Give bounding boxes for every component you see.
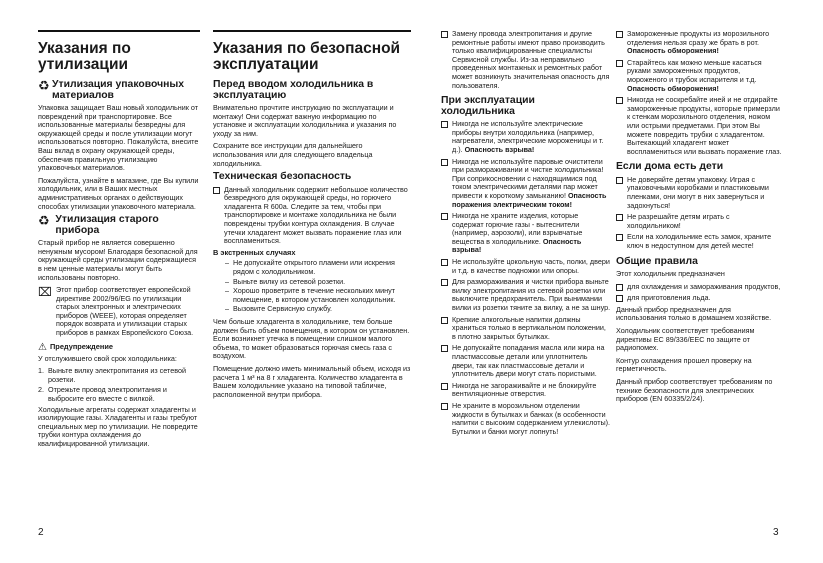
checkbox-square-icon	[213, 187, 220, 194]
column-general	[616, 30, 782, 408]
disposal-final: Холодильные агрегаты содержат хладагенты и изолирующие газы. Хладагенты и газы требуют специальных мер по утилизации. Не повредите трубки контура охлаждения до квалифицированной утилизации.	[38, 404, 198, 448]
recycle-icon: ♻	[38, 78, 50, 93]
checkbox-square-icon	[616, 97, 623, 104]
page-number-left: 2	[38, 527, 44, 538]
checkbox-square-icon	[441, 213, 448, 220]
column-operation	[441, 30, 611, 439]
step-item: 2. Отрежьте провод электропитания и выбросите его вместе с вилкой.	[38, 385, 167, 404]
checkbox-square-icon	[616, 234, 623, 241]
emergency-item: – Не допускайте открытого пламени или искрения рядом с холодильником.	[225, 258, 395, 276]
checklist-item: Не храните в морозильном отделении жидкости в бутылках и банках (в особенности напитки с высоким содержанием углекислоты). Бутылки и банки могут лопнуть!	[441, 402, 611, 436]
emergency-item: – Выньте вилку из сетевой розетки.	[225, 276, 346, 286]
use-heading: При эксплуатации холодильника	[441, 95, 535, 117]
checklist-item: Никогда не используйте паровые очистители при размораживании и чистке холодильника! При соприкосновении с находящимися под током электрическими деталями пар может привести к короткому замыканию! Опасность поражения электрическим током!	[441, 158, 611, 210]
before-paragraph-2: Сохраните все инструкции для дальнейшего использования или для следующего владельца холодильника.	[213, 141, 373, 168]
checkbox-square-icon	[616, 177, 623, 184]
checklist-item: Не используйте цокольную часть, полки, двери и т.д. в качестве подножки или опоры.	[441, 258, 611, 275]
old-heading: Утилизация старого прибора	[55, 214, 159, 236]
old-heading-row	[38, 215, 200, 236]
checklist-item: Никогда не соскребайте иней и не отдирайте замороженные продукты, которые примерзли к стенкам морозильного отделения, ножом или острыми предметами. При этом Вы можете повредить трубки с хладагентом. Вытекающий хладагент может воспламениться или вызвать поражение глаз.	[616, 96, 782, 156]
checklist-item: Данный холодильник содержит небольшое количество безвредного для окружающей среды, но горючего хладагента R 600a. Следите за тем, чтобы при транспортировке и монтаже холодильника не были повреждены трубки контура охлаждения. В случае утечки хладагент может вызвать поражение глаз или воспламениться.	[213, 186, 411, 246]
checkbox-square-icon	[441, 259, 448, 266]
checklist-item: для приготовления льда.	[616, 294, 782, 303]
checkbox-square-icon	[616, 214, 623, 221]
page-number-right: 3	[773, 527, 779, 538]
disposal-title: Указания по утилизации	[38, 40, 131, 73]
tech-heading: Техническая безопасность	[213, 171, 352, 183]
safety-title: Указания по безопасной эксплуатации	[213, 40, 401, 73]
before-heading: Перед вводом холодильника в эксплуатацию	[213, 79, 374, 101]
checklist-item: для охлаждения и замораживания продуктов,	[616, 283, 782, 292]
checklist-item: Замороженные продукты из морозильного отделения нельзя сразу же брать в рот. Опасность обморожения!	[616, 30, 782, 56]
general-paragraph-1: Данный прибор предназначен для использования только в домашнем хозяйстве.	[616, 304, 772, 323]
checklist-item: Старайтесь как можно меньше касаться руками замороженных продуктов, мороженого и трубок испарителя и т.д. Опасность обморожения!	[616, 59, 782, 93]
checkbox-square-icon	[441, 121, 448, 128]
pack-paragraph-2: Пожалуйста, узнайте в магазине, где Вы купили холодильник, или в Ваших местных административных органах о действующих способах утилизации упаковочного материала.	[38, 175, 199, 211]
warning-icon: ⚠	[38, 341, 47, 353]
emergency-item: – Вызовите Сервисную службу.	[225, 304, 332, 314]
general-paragraph-3: Контур охлаждения прошел проверку на герметичность.	[616, 355, 752, 374]
general-paragraph-2: Холодильник соответствует требованиям директивы ЕС 89/336/EEC по защите от радиопомех.	[616, 326, 755, 353]
general-heading: Общие правила	[616, 255, 698, 267]
checklist-item: Замену провода электропитания и другие ремонтные работы имеют право производить только квалифицированные специалисты Сервисной службы. Из-за неправильно проведенных монтажных и ремонтных работ может возникнуть значительная опасность для пользователя.	[441, 30, 611, 90]
warning-row	[38, 343, 200, 352]
checkbox-square-icon	[441, 383, 448, 390]
checkbox-square-icon	[616, 31, 623, 38]
checklist-item: Никогда не используйте электрические приборы внутри холодильника (например, нагреватели, электрические мороженицы и т. д.). Опасность взрыва!	[441, 120, 611, 154]
old-paragraph-1: Старый прибор не является совершенно ненужным мусором! Благодаря безопасной для окружающей среды утилизации содержащиеся в нем ценные материалы могут быть использованы повторно.	[38, 238, 198, 282]
section-rule	[38, 30, 200, 32]
warning-intro: У отслужившего свой срок холодильника:	[38, 353, 177, 363]
recycle-icon: ♻	[38, 213, 50, 229]
general-paragraph-4: Данный прибор соответствует требованиям по технике безопасности для электрических приборов (EN 60335/2/24).	[616, 377, 773, 404]
checklist-item: Не доверяйте детям упаковку. Играя с упаковочными коробками и пластиковыми пленками, они могут в них завернуться и задохнуться!	[616, 176, 782, 210]
before-paragraph-1: Внимательно прочтите инструкцию по эксплуатации и монтажу! Они содержат важную информацию по установке и эксплуатации холодильника и указания по уходу за ним.	[213, 103, 397, 138]
checklist-item: Крепкие алкогольные напитки должны храниться только в вертикальном положении, в плотно закрытых бутылках.	[441, 316, 611, 342]
column-disposal	[38, 30, 200, 453]
checkbox-square-icon	[441, 317, 448, 324]
emergency-item: – Хорошо проветрите в течение нескольких минут помещение, в котором установлен холодильник.	[225, 286, 396, 304]
checkbox-square-icon	[616, 295, 623, 302]
column-safety	[213, 30, 411, 403]
checklist-item: Никогда не загораживайте и не блокируйте вентиляционные отверстия.	[441, 382, 611, 399]
room-paragraph: Чем больше хладагента в холодильнике, тем больше должен быть объем помещения, в котором он установлен. Если возникнет утечка в помещении слишком малого объема, то может образоваться горючая смесь газа с воздухом.	[213, 316, 410, 361]
emergency-heading: В экстренных случаях	[213, 247, 296, 257]
pack-heading-row	[38, 80, 200, 101]
checklist-item: Не допускайте попадания масла или жира на пластмассовые детали или уплотнитель двери, так как пластмассовые детали и уплотнитель двери могут стать пористыми.	[441, 344, 611, 378]
checklist-item: Если на холодильнике есть замок, храните ключ в недоступном для детей месте!	[616, 233, 782, 250]
pack-paragraph-1: Упаковка защищает Ваш новый холодильник от повреждений при транспортировке. Все использованные материалы безвредны для окружающей среды и после утилизации могут использоваться повторно. Пожалуйста, внесите Ваш вклад в охрану окружающей среды, обеспечив правильную утилизацию упаковочных материалов.	[38, 103, 199, 173]
weee-row	[38, 286, 200, 338]
pack-heading: Утилизация упаковочных материалов	[52, 79, 185, 101]
kids-heading: Если дома есть дети	[616, 161, 724, 173]
checkbox-square-icon	[441, 345, 448, 352]
volume-paragraph: Помещение должно иметь минимальный объем, исходя из расчета 1 м³ на 8 г хладагента. Количество хладагента в Вашем холодильнике указано на типовой табличке, расположенной внутри прибора.	[213, 363, 411, 399]
checklist-item: Для размораживания и чистки прибора выньте вилку электропитания из сетевой розетки или выключите предохранитель. При вынимании вилки из розетки тяните за вилку, а не за шнур.	[441, 278, 611, 312]
crossed-bin-icon: ⌧	[38, 285, 52, 300]
checkbox-square-icon	[441, 279, 448, 286]
general-intro: Этот холодильник предназначен	[616, 269, 725, 279]
checkbox-square-icon	[441, 403, 448, 410]
checkbox-square-icon	[441, 159, 448, 166]
checklist-item: Не разрешайте детям играть с холодильником!	[616, 213, 782, 230]
warning-title: Предупреждение	[50, 341, 113, 351]
section-rule	[213, 30, 411, 32]
weee-text: Этот прибор соответствует европейской директиве 2002/96/EG по утилизации старых электронных и электрических приборов (WEEE), которая определяет порядок возврата и утилизации старых приборов в рамках Европейского Союза.	[56, 285, 194, 338]
checklist-item: Никогда не храните изделия, которые содержат горючие газы - вытеснители (например, аэрозоли), или взрывчатые вещества в холодильнике. Опасность взрыва!	[441, 212, 611, 255]
checkbox-square-icon	[441, 31, 448, 38]
step-item: 1. Выньте вилку электропитания из сетевой розетки.	[38, 366, 186, 384]
checkbox-square-icon	[616, 284, 623, 291]
checkbox-square-icon	[616, 60, 623, 67]
